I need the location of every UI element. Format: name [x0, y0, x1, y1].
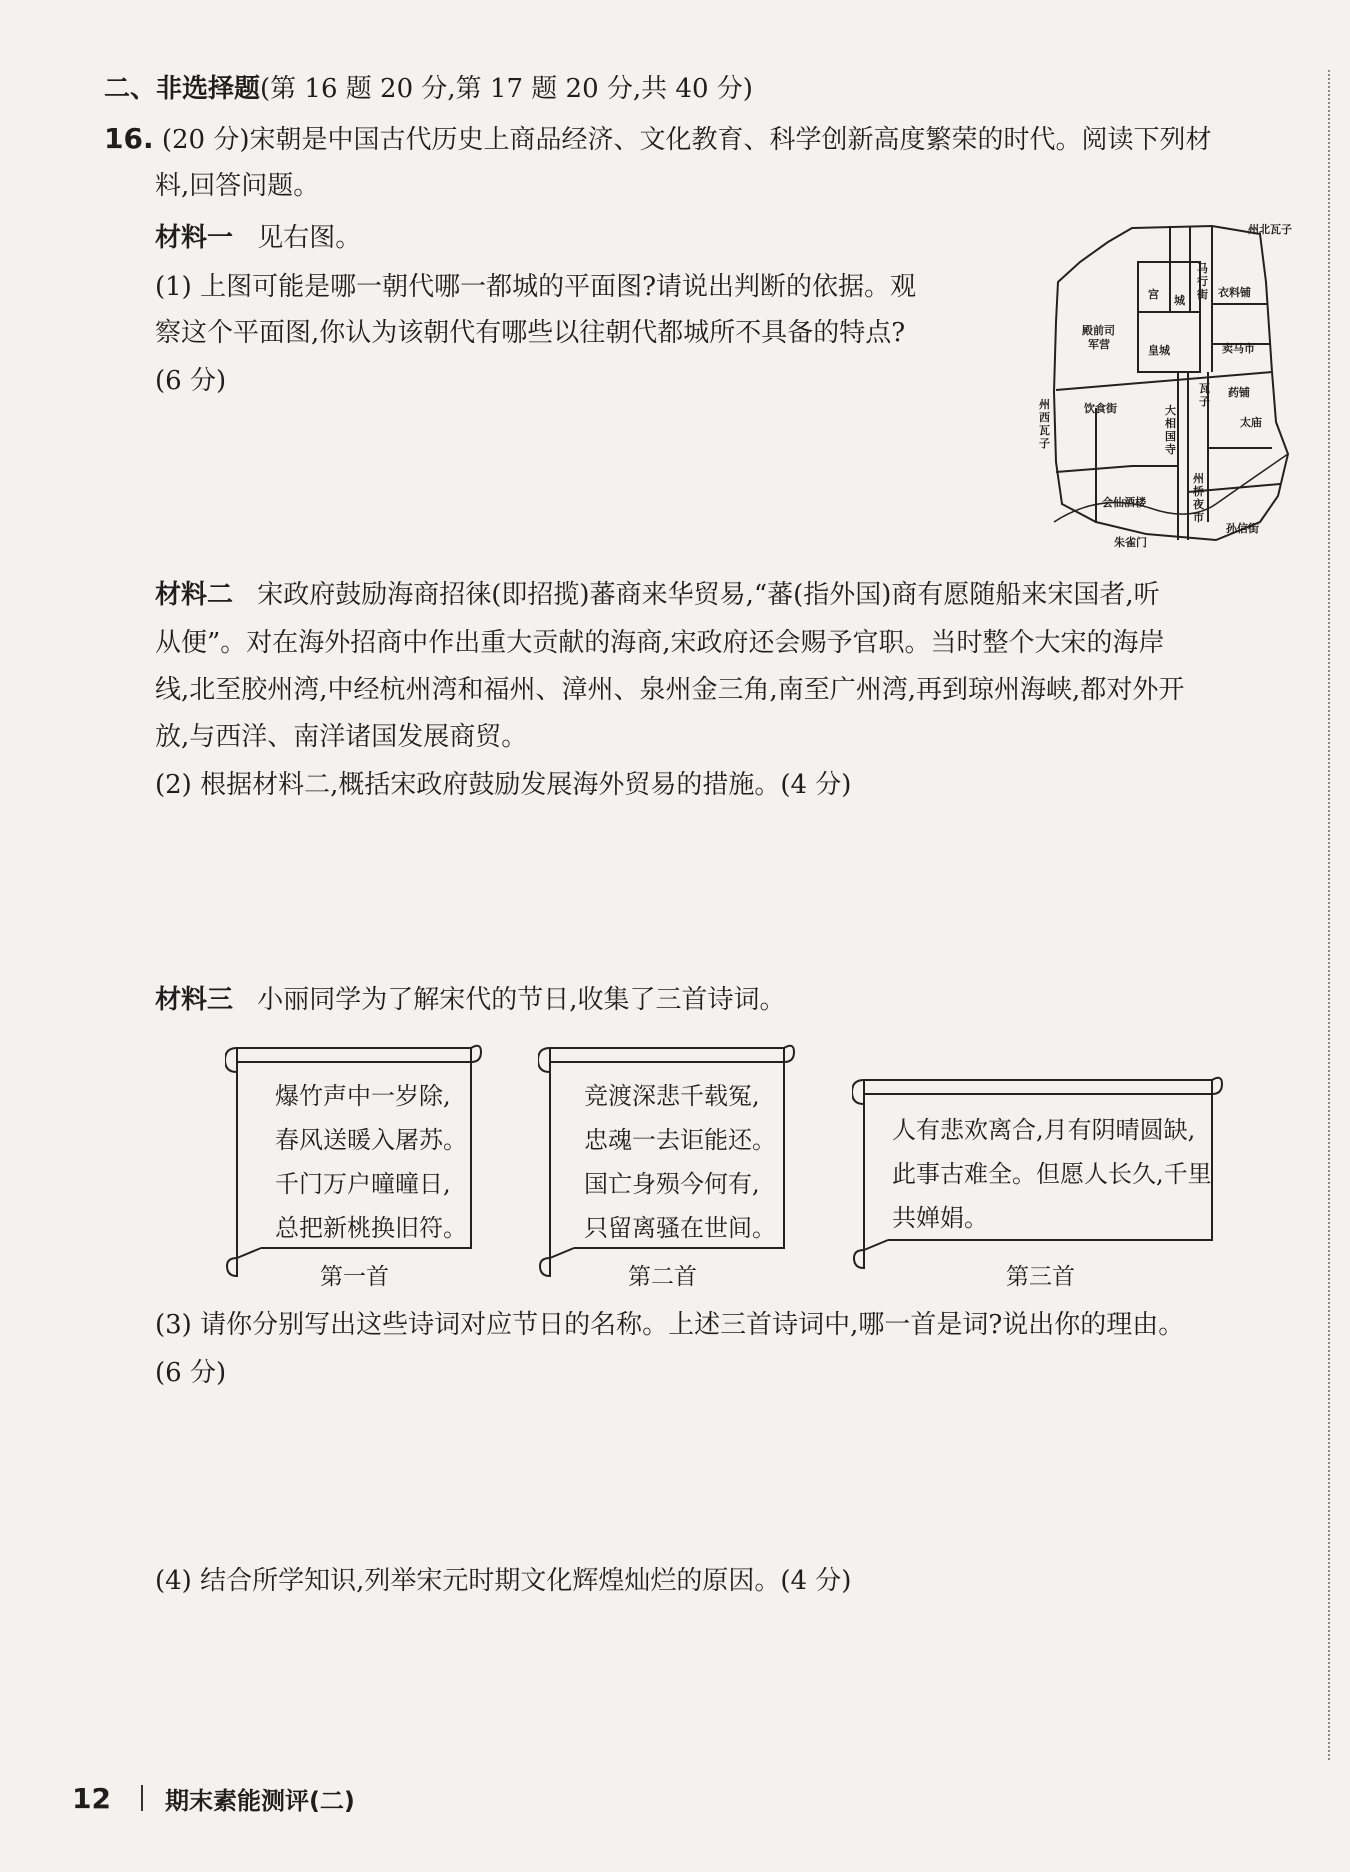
material-2-line-4: 放,与西洋、南洋诸国发展商贸。: [155, 722, 528, 752]
poem-3-caption: 第三首: [1006, 1264, 1075, 1290]
material-3-label: 材料三: [155, 985, 234, 1015]
map-label-wazi: 瓦子: [1199, 382, 1210, 408]
part-3-line-2: (6 分): [155, 1358, 227, 1388]
part-1-line-1: (1) 上图可能是哪一朝代哪一都城的平面图?请说出判断的依据。观: [155, 272, 917, 302]
map-label-yiliao: 衣料铺: [1218, 286, 1251, 299]
map-label-zhouqiao: 州桥夜市: [1193, 472, 1204, 524]
part-1-line-3: (6 分): [155, 366, 227, 396]
question-number: 16.: [104, 122, 154, 155]
map-label-yinshi: 饮食街: [1084, 402, 1117, 415]
poem-scroll-1: [225, 1032, 487, 1282]
material-2-label: 材料二: [155, 580, 234, 610]
material-3: [155, 981, 786, 1019]
part-3-line-1: (3) 请你分别写出这些诗词对应节日的名称。上述三首诗词中,哪一首是词?说出你的理由。: [155, 1310, 1185, 1340]
material-1-label: 材料一: [155, 223, 234, 253]
poem-2-caption: 第二首: [628, 1264, 697, 1290]
map-label-mahang: 马行街: [1197, 262, 1208, 301]
page-footer: [72, 1778, 355, 1818]
binding-dotted-line: [1328, 70, 1330, 1760]
map-label-zhoubei: 州北瓦子: [1248, 223, 1292, 236]
material-1: [155, 219, 361, 257]
poem-2-line-3: 国亡身殒今何有,: [584, 1170, 760, 1198]
part-1-line-2: 察这个平面图,你认为该朝代有哪些以往朝代都城所不具备的特点?: [155, 318, 906, 348]
map-label-yaopu: 药铺: [1228, 386, 1250, 399]
material-2-line-2: 从便”。对在海外招商中作出重大贡献的海商,宋政府还会赐予官职。当时整个大宋的海岸: [155, 628, 1165, 658]
poem-2-line-2: 忠魂一去讵能还。: [584, 1126, 776, 1154]
map-label-xiaoguan: 孙信街: [1226, 522, 1259, 535]
section-label: 二、非选择题: [104, 74, 261, 104]
poem-3-line-3: 共婵娟。: [892, 1204, 988, 1232]
map-label-zhouxi: 州西瓦子: [1039, 398, 1050, 450]
material-1-text: 见右图。: [257, 223, 362, 253]
page-number: 12: [72, 1781, 111, 1815]
material-2-line-3: 线,北至胶州湾,中经杭州湾和福州、漳州、泉州金三角,南至广州湾,再到琼州海峡,都对外开: [155, 675, 1185, 705]
part-4: (4) 结合所学知识,列举宋元时期文化辉煌灿烂的原因。(4 分): [155, 1566, 852, 1596]
poem-3-line-2: 此事古难全。但愿人长久,千里: [892, 1160, 1212, 1188]
map-label-huixian: 会仙酒楼: [1102, 496, 1146, 509]
city-map-lines: [1040, 222, 1302, 550]
part-2: (2) 根据材料二,概括宋政府鼓励发展海外贸易的措施。(4 分): [155, 770, 852, 800]
footer-title: 期末素能测评(二): [164, 1786, 355, 1815]
poem-3-line-1: 人有悲欢离合,月有阴晴圆缺,: [892, 1116, 1196, 1144]
footer-divider: [141, 1785, 143, 1811]
poem-1-line-4: 总把新桃换旧符。: [275, 1214, 467, 1242]
map-label-huangcheng: 皇城: [1148, 344, 1170, 357]
map-label-dianqian: 殿前司: [1082, 324, 1115, 337]
map-label-daxiang: 大相国寺: [1165, 404, 1176, 456]
poem-scroll-2: [538, 1032, 800, 1282]
poem-2-line-1: 竞渡深悲千载冤,: [584, 1082, 760, 1110]
intro-line-2: 料,回答问题。: [155, 171, 320, 201]
poem-2-line-4: 只留离骚在世间。: [584, 1214, 776, 1242]
poem-scroll-3: [852, 1064, 1228, 1274]
material-3-text: 小丽同学为了解宋代的节日,收集了三首诗词。: [257, 985, 786, 1015]
map-label-junying: 军营: [1088, 338, 1110, 351]
section-note: (第 16 题 20 分,第 17 题 20 分,共 40 分): [260, 74, 753, 104]
material-2-line-1: [155, 576, 1160, 614]
poem-1-caption: 第一首: [320, 1264, 389, 1290]
poem-1-line-1: 爆竹声中一岁除,: [275, 1082, 451, 1110]
poem-1-line-2: 春风送暖入屠苏。: [275, 1126, 467, 1154]
intro-line-1: (20 分)宋朝是中国古代历史上商品经济、文化教育、科学创新高度繁荣的时代。阅读下列材: [161, 125, 1212, 155]
poem-1-line-3: 千门万户曈曈日,: [275, 1170, 451, 1198]
map-label-taimiao: 太庙: [1240, 416, 1262, 429]
section-header: [104, 70, 753, 108]
material-2-text-1: 宋政府鼓励海商招徕(即招揽)蕃商来华贸易,“蕃(指外国)商有愿随船来宋国者,听: [257, 580, 1160, 610]
map-label-maima: 卖马市: [1222, 342, 1255, 355]
question-16-intro: [104, 120, 1212, 159]
map-label-gong: 宫: [1148, 288, 1159, 301]
map-label-cheng: 城: [1174, 294, 1185, 307]
city-map: [1040, 222, 1302, 550]
map-label-zhuque: 朱雀门: [1114, 536, 1147, 549]
